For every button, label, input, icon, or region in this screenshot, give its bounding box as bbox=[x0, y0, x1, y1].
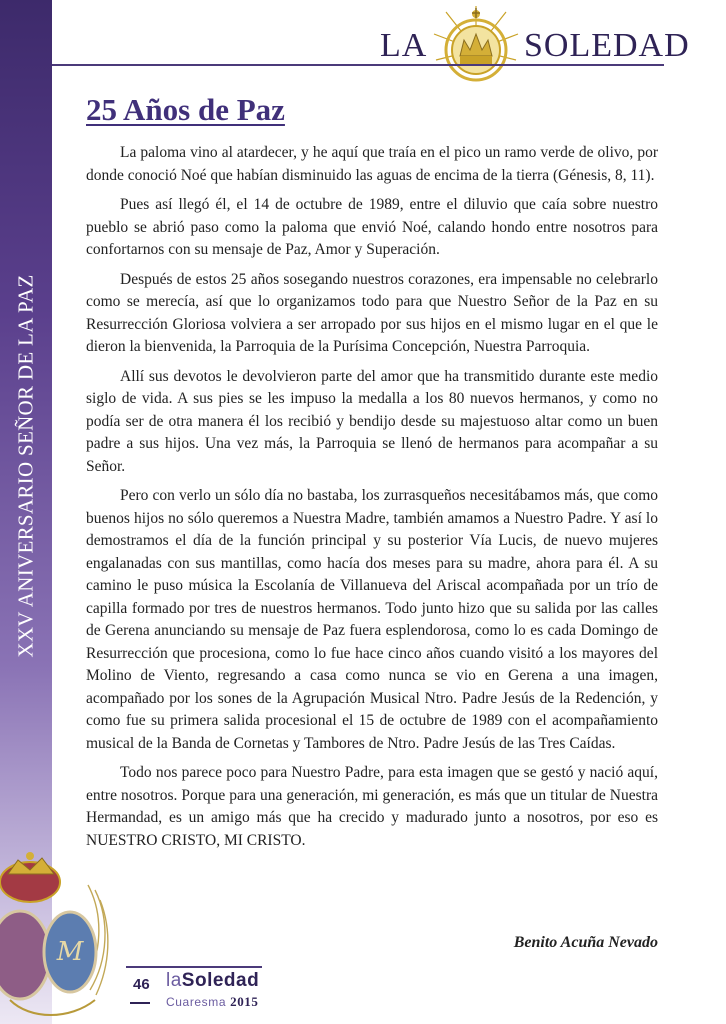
footer-dash bbox=[130, 1002, 150, 1004]
paragraph: Allí sus devotos le devolvieron parte del amor que ha transmitido durante este medio siglo de vida. A sus pies se les impuso la medalla a los 80 nuevos hermanos, y como no podía ser de otra manera él los recibió y bendijo desde su majestuoso altar como un buen padre a sus hijos. Una vez más, la Parroquia se llenó de hermanos para acompañar a su Señor. bbox=[86, 367, 658, 475]
paragraph: Todo nos parece poco para Nuestro Padre, para esta imagen que se gestó y nació aquí, entre nosotros. Porque para una generación, mi generación, es más que un titular de Nuestra Hermandad, es un amigo más que ha crecido y madurado junto a nosotros, por eso es NUESTRO CRISTO, MI CRISTO. bbox=[86, 764, 658, 849]
sidebar-vertical-title: XXV ANIVERSARIO SEÑOR DE LA PAZ bbox=[13, 274, 38, 658]
crown-emblem-icon bbox=[430, 4, 522, 96]
footer-brand-name: Soledad bbox=[181, 970, 260, 991]
author-signature: Benito Acuña Nevado bbox=[513, 934, 658, 951]
header-word-la: LA bbox=[380, 27, 428, 64]
paragraph: Pero con verlo un sólo día no bastaba, los zurrasqueños necesitábamos más, que como buenos hijos no sólo queremos a Nuestra Madre, también amamos a Nuestro Padre. Y así lo demostramos el día de la función principal y su posterior Vía Lucis, de nuevo mujeres engalanadas con sus mantillas, como hacía dos meses para su madre, ahora para él. A su camino le puso música la Escolanía de Villanueva del Ariscal acompañada por un trío de capilla formado por tres de nuestros hermanos. Todo junto hizo que su salida por las calles de Gerena anunciando su mensaje de Paz fuera esplendorosa, como lo es cada Domingo de Resurrección que procesiona, como lo fue hace cinco años cuando visitó a los mayores del Molino de Viento, regresando a casa como nunca se vio en Gerena a una imagen, acompañado por los sones de la Agrupación Musical Ntro. Padre Jesús de la Redención, y como fue su primera salida procesional el 15 de octubre de 1989 con el acompañamiento musical de la Banda de Cornetas y Tambores de Ntro. Padre Jesús de las Tres Caídas. bbox=[86, 487, 658, 752]
footer-brand-prefix: la bbox=[166, 970, 182, 991]
article-title: 25 Años de Paz bbox=[86, 92, 285, 127]
footer-edition bbox=[166, 994, 259, 1010]
paragraph: Después de estos 25 años sosegando nuestros corazones, era impensable no celebrarlo como se merecía, así que lo organizamos todo para que Nuestro Señor de la Paz en su Resurrección Gloriosa volviera a ser arropado por sus hijos en el mismo lugar en el que le dieron la bienvenida, la Parroquia de la Purísima Concepción, Nuestra Parroquia. bbox=[86, 270, 658, 355]
coat-of-arms-icon bbox=[0, 830, 110, 1024]
footer-brand bbox=[166, 970, 259, 992]
svg-text:M: M bbox=[56, 937, 84, 967]
paragraph: La paloma vino al atardecer, y he aquí que traía en el pico un ramo verde de olivo, por donde conoció Noé que habían disminuido las aguas de encima de la tierra (Génesis, 8, 11). bbox=[86, 144, 658, 184]
footer-divider bbox=[126, 966, 262, 968]
footer-year: 2015 bbox=[230, 994, 259, 1009]
header-divider bbox=[52, 64, 664, 66]
article-body bbox=[86, 142, 658, 859]
header-word-soledad: SOLEDAD bbox=[524, 27, 690, 64]
paragraph: Pues así llegó él, el 14 de octubre de 1989, entre el diluvio que caía sobre nuestro pueblo se abrió paso como la paloma que envió Noé, calando hondo entre nosotros para confortarnos con su mensaje de Paz, Amor y Superación. bbox=[86, 196, 658, 258]
page-number: 46 bbox=[133, 976, 150, 993]
footer-season: Cuaresma bbox=[166, 995, 227, 1009]
